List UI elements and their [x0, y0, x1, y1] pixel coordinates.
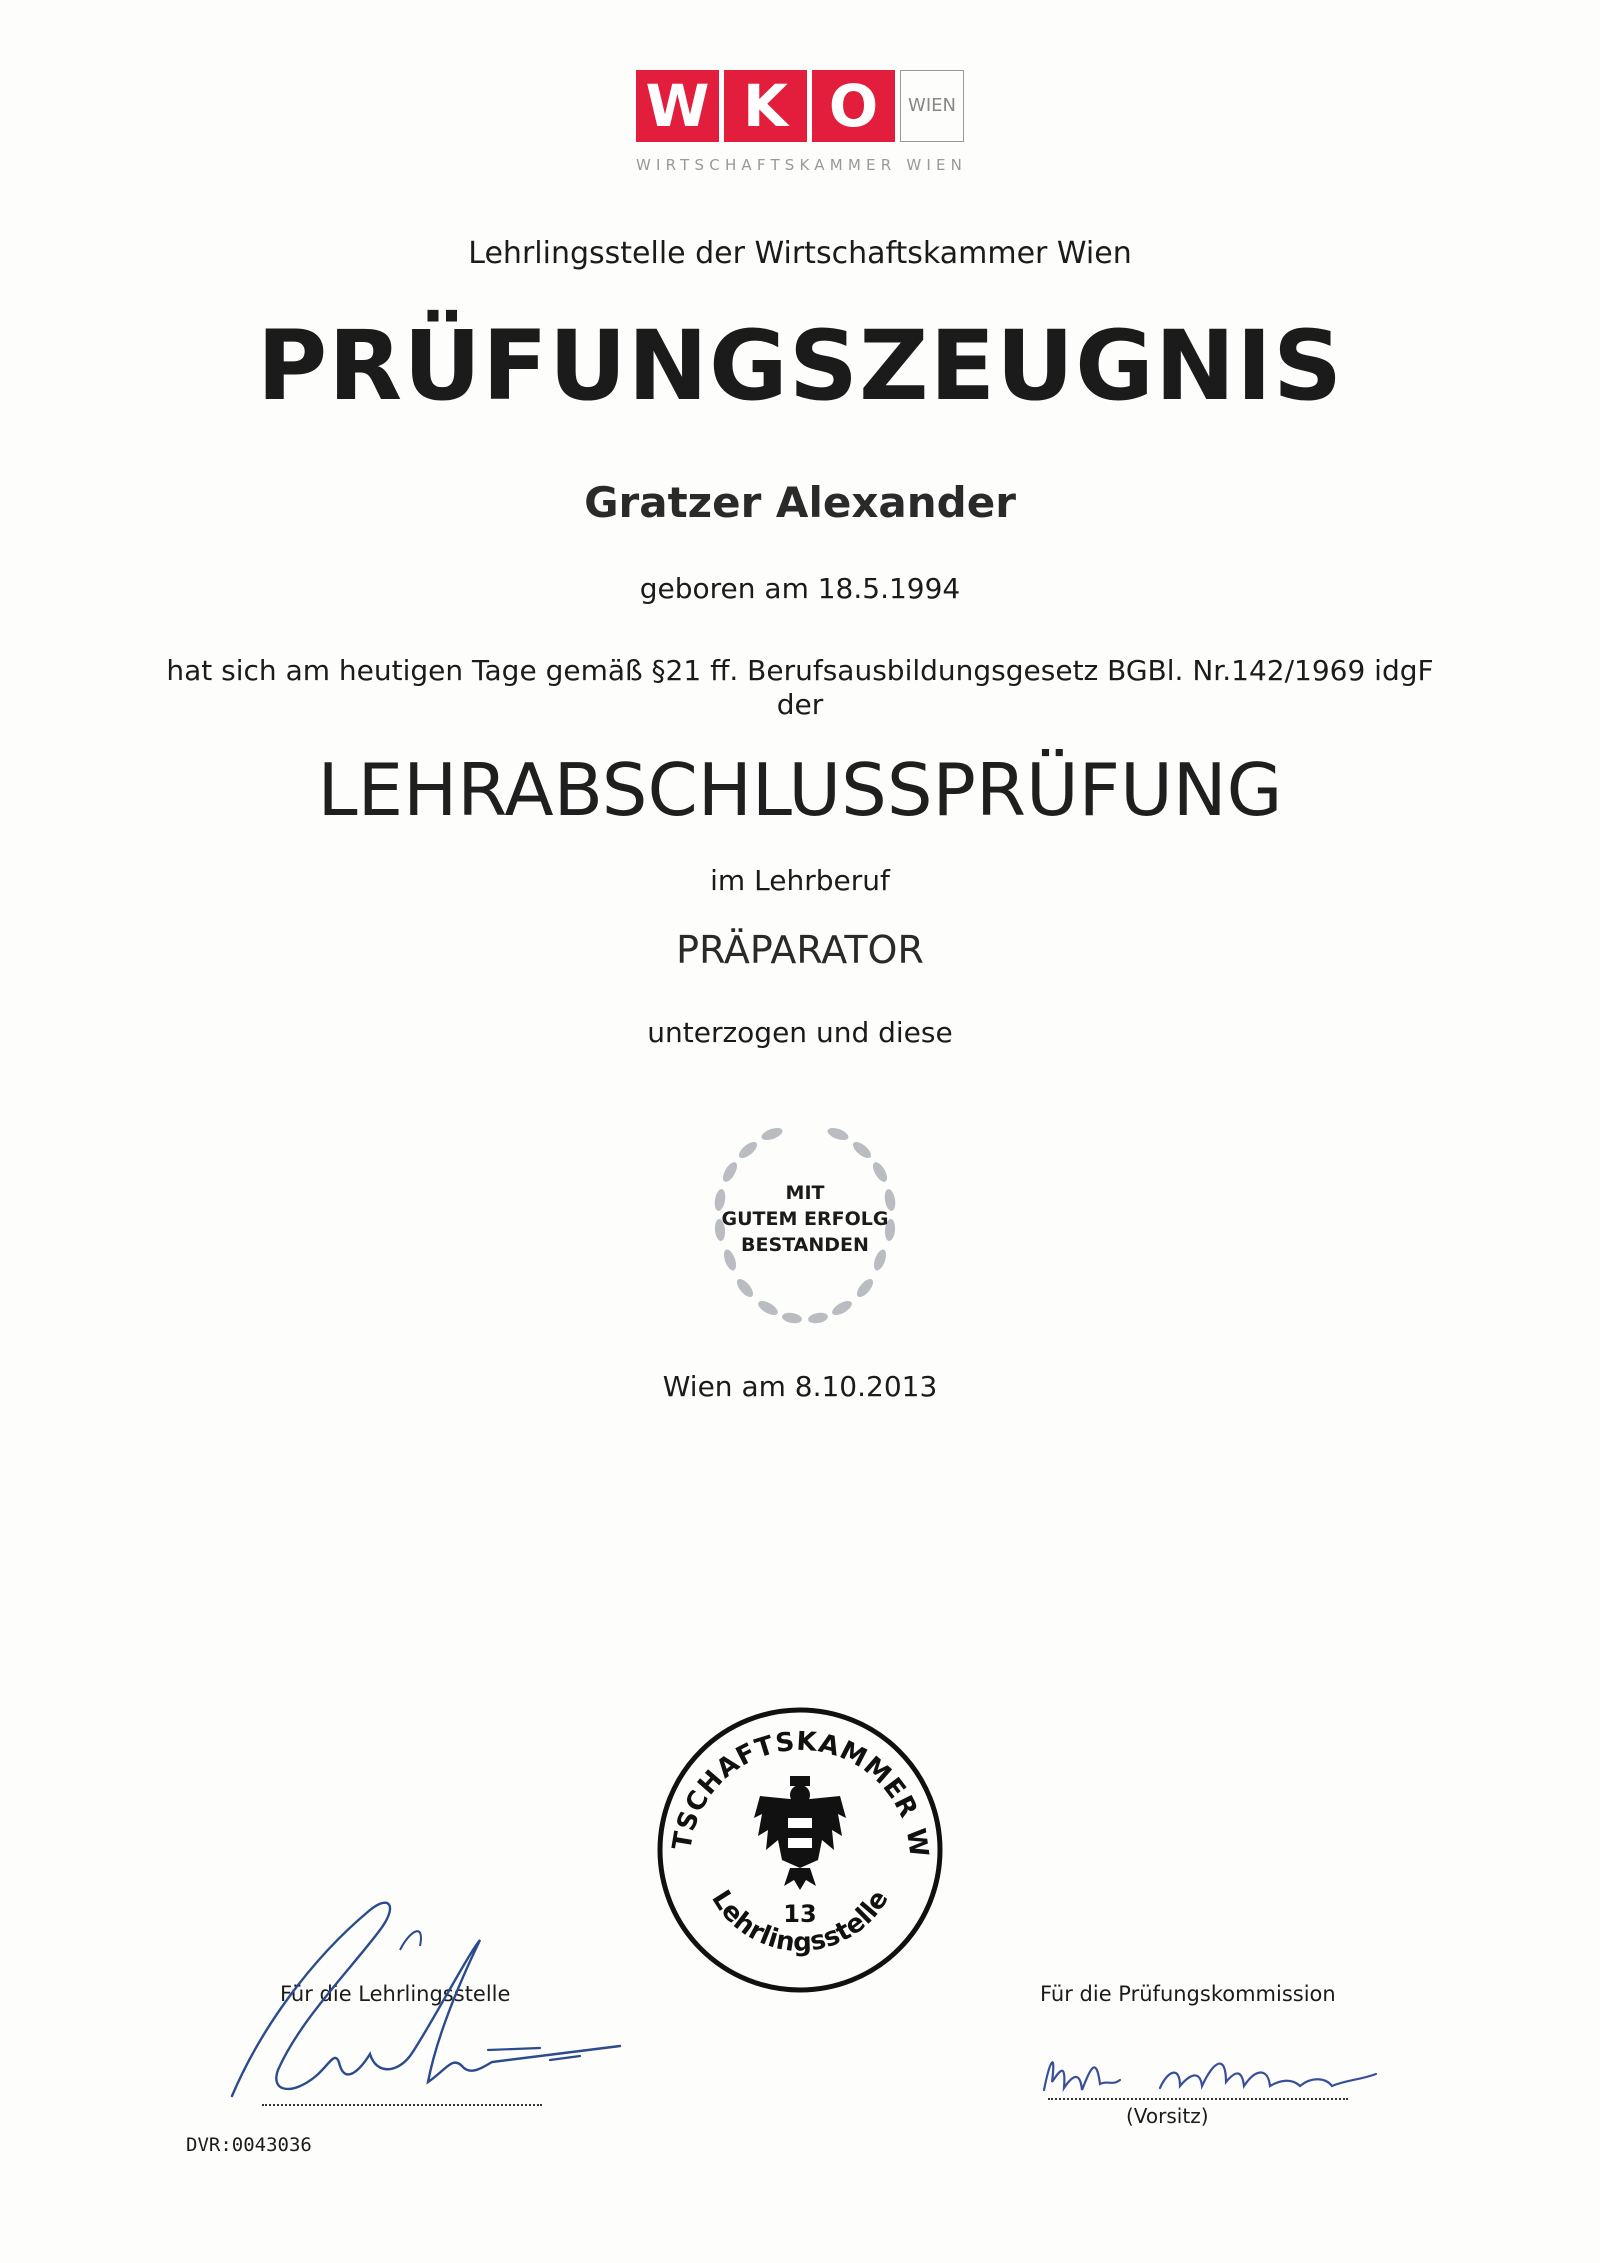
eagle-emblem-icon: [754, 1776, 846, 1890]
result-line-1: MIT: [785, 1182, 825, 1204]
legal-connector: der: [776, 688, 824, 721]
result-line-2: GUTEM ERFOLG: [721, 1208, 889, 1230]
candidate-name: Gratzer Alexander: [584, 478, 1016, 527]
right-signature-role: (Vorsitz): [1126, 2104, 1209, 2128]
undergone-line: unterzogen und diese: [647, 1016, 953, 1049]
logo-letter-o: O: [812, 70, 895, 142]
left-signature-label: Für die Lehrlingsstelle: [280, 1982, 511, 2006]
right-signature-label: Für die Prüfungskommission: [1040, 1982, 1336, 2006]
left-signature: [220, 1870, 640, 2110]
document-title: PRÜFUNGSZEUGNIS: [256, 310, 1344, 422]
seal-top-text: TSCHAFTSKAMMER W: [667, 1726, 934, 1861]
logo-tagline: WIRTSCHAFTSKAMMER WIEN: [636, 156, 968, 174]
birth-date-line: geboren am 18.5.1994: [639, 572, 961, 605]
wko-logo: [636, 70, 966, 176]
profession-name: PRÄPARATOR: [676, 928, 924, 972]
logo-letter-w: W: [636, 70, 719, 142]
logo-letter-k: K: [724, 70, 807, 142]
seal-number: 13: [783, 1900, 817, 1928]
profession-label: im Lehrberuf: [710, 864, 890, 897]
result-line-3: BESTANDEN: [741, 1234, 869, 1256]
logo-region: WIEN: [900, 70, 964, 142]
dvr-number: DVR:0043036: [186, 2134, 312, 2156]
right-signature: [1030, 2040, 1410, 2110]
exam-name: LEHRABSCHLUSSPRÜFUNG: [317, 748, 1283, 832]
legal-basis-line: hat sich am heutigen Tage gemäß §21 ff. Berufsausbildungsgesetz BGBl. Nr.142/1969 idgF: [166, 654, 1434, 687]
seal-bottom-text: Lehrlingsstelle: [705, 1885, 895, 1959]
result-text: [690, 1180, 920, 1258]
place-date: Wien am 8.10.2013: [662, 1370, 938, 1403]
result-badge: [690, 1110, 920, 1340]
issuer-heading: Lehrlingsstelle der Wirtschaftskammer Wien: [468, 236, 1132, 271]
official-seal: [650, 1700, 950, 2000]
